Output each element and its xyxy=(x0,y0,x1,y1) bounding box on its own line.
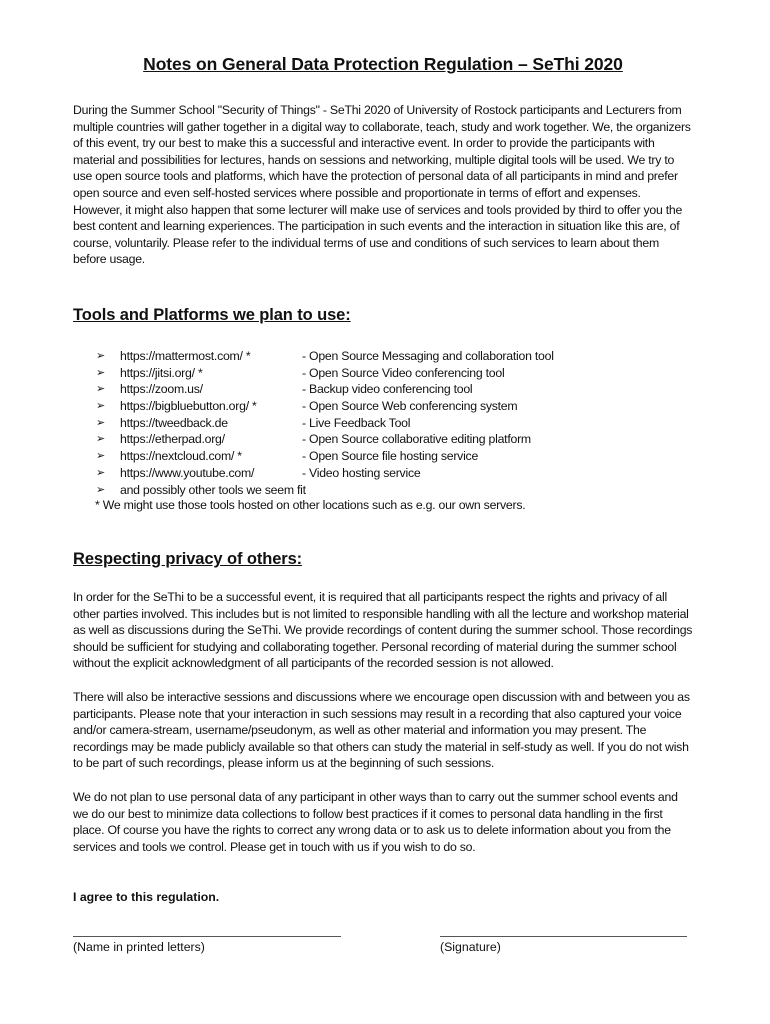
signature-line[interactable] xyxy=(440,936,687,937)
privacy-paragraph-3: We do not plan to use personal data of any participant in other ways than to carry out the summer school events and we do our best to minimize data collections to follow best practices if it comes to personal data handling in the first place. Of course you have the rights to correct any wrong data or to ask us to delete information about you from the services and tools we control. Please get in touch with us if you wish to do so. xyxy=(73,790,678,854)
arrow-bullet-icon: ➢ xyxy=(96,433,105,446)
name-signature-line[interactable] xyxy=(73,936,341,937)
arrow-bullet-icon: ➢ xyxy=(96,400,105,413)
tool-description: - Backup video conferencing tool xyxy=(302,382,473,397)
arrow-bullet-icon: ➢ xyxy=(96,450,105,463)
tool-description: - Open Source Web conferencing system xyxy=(302,399,518,414)
arrow-bullet-icon: ➢ xyxy=(96,366,105,379)
privacy-paragraph-1: In order for the SeThi to be a successful event, it is required that all participants respect the rights and privacy of all other parties involved. This includes but is not limited to responsible handling with all the lecture and workshop material as well as discussions during the SeThi. We provide recordings of content during the summer school. Those recordings should be sufficient for studying and collaborating together. Personal recording of material during the summer school without the explicit acknowledgment of all participants of the recorded session is not allowed. xyxy=(73,590,693,671)
arrow-bullet-icon: ➢ xyxy=(96,350,105,362)
signature-label: (Signature) xyxy=(440,940,501,954)
tools-heading: Tools and Platforms we plan to use: xyxy=(73,306,351,324)
tool-item xyxy=(96,465,656,482)
tool-item xyxy=(96,381,656,398)
tool-description: - Video hosting service xyxy=(302,465,421,480)
agreement-statement: I agree to this regulation. xyxy=(73,890,220,904)
tool-item xyxy=(96,448,656,465)
tool-description: - Open Source collaborative editing platform xyxy=(302,432,531,447)
page-title: Notes on General Data Protection Regulation – SeThi 2020 xyxy=(143,54,623,74)
tool-url: https://jitsi.org/ * xyxy=(120,365,203,380)
tool-item xyxy=(96,365,656,382)
arrow-bullet-icon: ➢ xyxy=(96,416,105,429)
arrow-bullet-icon: ➢ xyxy=(96,383,105,396)
tools-footnote: * We might use those tools hosted on other locations such as e.g. our own servers. xyxy=(95,498,526,512)
name-label: (Name in printed letters) xyxy=(73,940,205,954)
tool-url: https://bigbluebutton.org/ * xyxy=(120,399,257,414)
tool-description: - Open Source file hosting service xyxy=(302,449,479,464)
tool-item-extra xyxy=(96,482,656,499)
tool-extra-text: and possibly other tools we seem fit xyxy=(120,482,306,497)
tool-item xyxy=(96,431,656,448)
tool-description: - Live Feedback Tool xyxy=(302,415,411,430)
tool-url: https://nextcloud.com/ * xyxy=(120,449,242,464)
arrow-bullet-icon: ➢ xyxy=(96,466,105,479)
privacy-heading: Respecting privacy of others: xyxy=(73,550,303,568)
privacy-paragraph-2: There will also be interactive sessions and discussions where we encourage open discussion with and between you as participants. Please note that your interaction in such sessions may result in a recording that also captured your voice and/or camera-stream, username/pseudonym, as well as other material and information you may present. The recordings may be made publicly available so that others can study the material in self-study as well. If you do not wish to be part of such recordings, please inform us at the beginning of such sessions. xyxy=(73,690,690,771)
tool-url: https://etherpad.org/ xyxy=(120,432,225,447)
tool-description: - Open Source Video conferencing tool xyxy=(302,365,505,380)
intro-paragraph: During the Summer School "Security of Things" - SeThi 2020 of University of Rostock participants and Lecturers from multiple countries will gather together in a digital way to collaborate, teach, study and work together. We, the organizers of this event, try our best to make this a successful and interactive event. In order to provide the participants with material and possibilities for lectures, hands on sessions and networking, multiple digital tools will be used. We try to use open source tools and platforms, which have the protection of personal data of all participants in mind and prefer open source and even self-hosted services where possible and proportionate in terms of effort and expenses. However, it might also happen that some lecturer will make use of services and tools provided by third to offer you the best content and learning experiences. The participation in such events and the interaction in situation like this are, of course, voluntarily. Please refer to the individual terms of use and conditions of such services to learn about them before usage. xyxy=(73,103,691,267)
tool-item xyxy=(96,348,656,365)
tool-item xyxy=(96,398,656,415)
tool-url: https://tweedback.de xyxy=(120,415,228,430)
tool-item xyxy=(96,415,656,432)
tool-url: https://zoom.us/ xyxy=(120,382,203,397)
tool-url: https://mattermost.com/ * xyxy=(120,349,251,363)
tool-description: - Open Source Messaging and collaboration tool xyxy=(302,349,554,363)
tool-url: https://www.youtube.com/ xyxy=(120,465,255,480)
tools-list xyxy=(96,348,656,498)
arrow-bullet-icon: ➢ xyxy=(96,483,105,496)
